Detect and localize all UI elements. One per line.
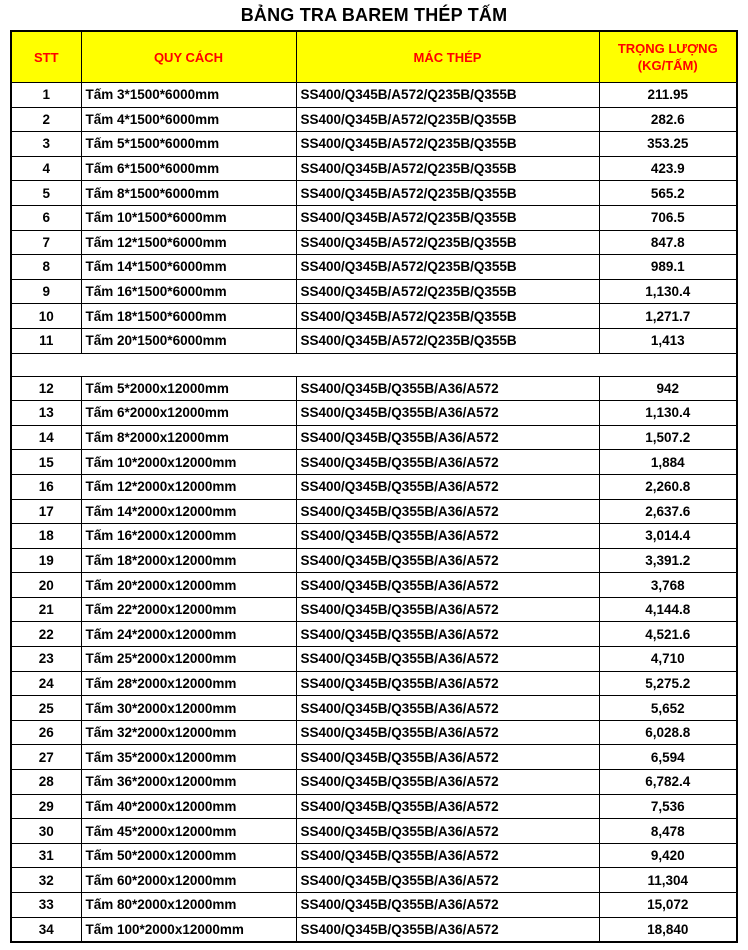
cell-stt: 14: [11, 425, 81, 450]
table-row: [11, 573, 737, 598]
table-header-row: [11, 31, 737, 83]
cell-mac-thep: SS400/Q345B/A572/Q235B/Q355B: [296, 328, 599, 353]
cell-quy-cach: Tấm 6*1500*6000mm: [81, 156, 296, 181]
cell-quy-cach: Tấm 4*1500*6000mm: [81, 107, 296, 132]
separator-cell: [11, 353, 737, 376]
cell-trong-luong: 18,840: [599, 917, 737, 942]
table-row: [11, 376, 737, 401]
cell-quy-cach: Tấm 20*1500*6000mm: [81, 328, 296, 353]
cell-quy-cach: Tấm 18*1500*6000mm: [81, 304, 296, 329]
header-quy-cach: QUY CÁCH: [81, 31, 296, 83]
cell-stt: 24: [11, 671, 81, 696]
cell-stt: 12: [11, 376, 81, 401]
cell-stt: 29: [11, 794, 81, 819]
cell-trong-luong: 3,391.2: [599, 548, 737, 573]
cell-trong-luong: 4,144.8: [599, 597, 737, 622]
cell-stt: 3: [11, 132, 81, 157]
cell-stt: 19: [11, 548, 81, 573]
cell-stt: 18: [11, 524, 81, 549]
cell-trong-luong: 6,028.8: [599, 720, 737, 745]
cell-quy-cach: Tấm 60*2000x12000mm: [81, 868, 296, 893]
cell-trong-luong: 8,478: [599, 819, 737, 844]
cell-mac-thep: SS400/Q345B/A572/Q235B/Q355B: [296, 255, 599, 280]
cell-mac-thep: SS400/Q345B/Q355B/A36/A572: [296, 917, 599, 942]
header-mac-thep: MÁC THÉP: [296, 31, 599, 83]
cell-mac-thep: SS400/Q345B/A572/Q235B/Q355B: [296, 230, 599, 255]
steel-plate-table: [10, 30, 738, 943]
cell-mac-thep: SS400/Q345B/Q355B/A36/A572: [296, 819, 599, 844]
table-row: [11, 794, 737, 819]
cell-quy-cach: Tấm 45*2000x12000mm: [81, 819, 296, 844]
table-row: [11, 132, 737, 157]
cell-quy-cach: Tấm 20*2000x12000mm: [81, 573, 296, 598]
cell-mac-thep: SS400/Q345B/Q355B/A36/A572: [296, 450, 599, 475]
cell-stt: 6: [11, 205, 81, 230]
cell-stt: 13: [11, 401, 81, 426]
table-row: [11, 304, 737, 329]
cell-mac-thep: SS400/Q345B/Q355B/A36/A572: [296, 524, 599, 549]
group-separator-row: [11, 353, 737, 376]
cell-quy-cach: Tấm 100*2000x12000mm: [81, 917, 296, 942]
cell-trong-luong: 1,507.2: [599, 425, 737, 450]
table-row: [11, 745, 737, 770]
cell-quy-cach: Tấm 3*1500*6000mm: [81, 83, 296, 108]
cell-trong-luong: 2,637.6: [599, 499, 737, 524]
table-row: [11, 205, 737, 230]
table-row: [11, 181, 737, 206]
cell-stt: 1: [11, 83, 81, 108]
cell-trong-luong: 7,536: [599, 794, 737, 819]
cell-mac-thep: SS400/Q345B/Q355B/A36/A572: [296, 794, 599, 819]
cell-quy-cach: Tấm 5*2000x12000mm: [81, 376, 296, 401]
cell-stt: 11: [11, 328, 81, 353]
cell-quy-cach: Tấm 25*2000x12000mm: [81, 647, 296, 672]
cell-quy-cach: Tấm 14*2000x12000mm: [81, 499, 296, 524]
cell-mac-thep: SS400/Q345B/Q355B/A36/A572: [296, 720, 599, 745]
cell-stt: 20: [11, 573, 81, 598]
cell-trong-luong: 4,710: [599, 647, 737, 672]
table-row: [11, 450, 737, 475]
table-row: [11, 425, 737, 450]
cell-quy-cach: Tấm 10*2000x12000mm: [81, 450, 296, 475]
cell-mac-thep: SS400/Q345B/Q355B/A36/A572: [296, 401, 599, 426]
table-row: [11, 255, 737, 280]
table-row: [11, 107, 737, 132]
cell-mac-thep: SS400/Q345B/Q355B/A36/A572: [296, 843, 599, 868]
cell-trong-luong: 6,594: [599, 745, 737, 770]
cell-quy-cach: Tấm 35*2000x12000mm: [81, 745, 296, 770]
cell-mac-thep: SS400/Q345B/Q355B/A36/A572: [296, 622, 599, 647]
cell-quy-cach: Tấm 32*2000x12000mm: [81, 720, 296, 745]
table-row: [11, 893, 737, 918]
cell-stt: 2: [11, 107, 81, 132]
cell-stt: 34: [11, 917, 81, 942]
table-row: [11, 328, 737, 353]
cell-stt: 26: [11, 720, 81, 745]
cell-mac-thep: SS400/Q345B/Q355B/A36/A572: [296, 376, 599, 401]
cell-trong-luong: 1,413: [599, 328, 737, 353]
cell-trong-luong: 353.25: [599, 132, 737, 157]
cell-trong-luong: 4,521.6: [599, 622, 737, 647]
page-title: BẢNG TRA BAREM THÉP TẤM: [240, 5, 508, 25]
header-trong-luong: [599, 31, 737, 83]
header-trong-luong-line1: TRỌNG LƯỢNG: [617, 41, 718, 56]
table-row: [11, 230, 737, 255]
table-row: [11, 499, 737, 524]
cell-trong-luong: 15,072: [599, 893, 737, 918]
cell-stt: 32: [11, 868, 81, 893]
cell-stt: 33: [11, 893, 81, 918]
cell-mac-thep: SS400/Q345B/Q355B/A36/A572: [296, 499, 599, 524]
table-row: [11, 622, 737, 647]
cell-mac-thep: SS400/Q345B/A572/Q235B/Q355B: [296, 304, 599, 329]
cell-quy-cach: Tấm 28*2000x12000mm: [81, 671, 296, 696]
table-row: [11, 696, 737, 721]
cell-stt: 7: [11, 230, 81, 255]
table-row: [11, 917, 737, 942]
cell-quy-cach: Tấm 30*2000x12000mm: [81, 696, 296, 721]
header-stt: STT: [11, 31, 81, 83]
cell-stt: 25: [11, 696, 81, 721]
cell-trong-luong: 706.5: [599, 205, 737, 230]
cell-stt: 10: [11, 304, 81, 329]
table-row: [11, 671, 737, 696]
cell-quy-cach: Tấm 24*2000x12000mm: [81, 622, 296, 647]
cell-stt: 5: [11, 181, 81, 206]
table-row: [11, 83, 737, 108]
cell-trong-luong: 423.9: [599, 156, 737, 181]
cell-quy-cach: Tấm 40*2000x12000mm: [81, 794, 296, 819]
cell-trong-luong: 1,130.4: [599, 401, 737, 426]
table-row: [11, 279, 737, 304]
cell-stt: 31: [11, 843, 81, 868]
table-row: [11, 819, 737, 844]
cell-mac-thep: SS400/Q345B/Q355B/A36/A572: [296, 745, 599, 770]
cell-mac-thep: SS400/Q345B/Q355B/A36/A572: [296, 597, 599, 622]
cell-quy-cach: Tấm 18*2000x12000mm: [81, 548, 296, 573]
cell-mac-thep: SS400/Q345B/A572/Q235B/Q355B: [296, 83, 599, 108]
cell-trong-luong: 211.95: [599, 83, 737, 108]
cell-stt: 21: [11, 597, 81, 622]
table-row: [11, 156, 737, 181]
cell-stt: 4: [11, 156, 81, 181]
cell-stt: 27: [11, 745, 81, 770]
cell-trong-luong: 565.2: [599, 181, 737, 206]
table-row: [11, 843, 737, 868]
cell-quy-cach: Tấm 16*1500*6000mm: [81, 279, 296, 304]
cell-mac-thep: SS400/Q345B/A572/Q235B/Q355B: [296, 181, 599, 206]
cell-trong-luong: 3,014.4: [599, 524, 737, 549]
cell-trong-luong: 847.8: [599, 230, 737, 255]
cell-quy-cach: Tấm 14*1500*6000mm: [81, 255, 296, 280]
cell-trong-luong: 11,304: [599, 868, 737, 893]
cell-mac-thep: SS400/Q345B/Q355B/A36/A572: [296, 474, 599, 499]
cell-stt: 9: [11, 279, 81, 304]
cell-mac-thep: SS400/Q345B/Q355B/A36/A572: [296, 573, 599, 598]
cell-trong-luong: 6,782.4: [599, 770, 737, 795]
table-row: [11, 770, 737, 795]
cell-mac-thep: SS400/Q345B/A572/Q235B/Q355B: [296, 205, 599, 230]
cell-quy-cach: Tấm 80*2000x12000mm: [81, 893, 296, 918]
cell-quy-cach: Tấm 10*1500*6000mm: [81, 205, 296, 230]
cell-stt: 16: [11, 474, 81, 499]
cell-trong-luong: 1,884: [599, 450, 737, 475]
cell-quy-cach: Tấm 6*2000x12000mm: [81, 401, 296, 426]
cell-quy-cach: Tấm 22*2000x12000mm: [81, 597, 296, 622]
cell-mac-thep: SS400/Q345B/Q355B/A36/A572: [296, 671, 599, 696]
table-row: [11, 720, 737, 745]
cell-quy-cach: Tấm 8*1500*6000mm: [81, 181, 296, 206]
table-row: [11, 524, 737, 549]
cell-trong-luong: 3,768: [599, 573, 737, 598]
cell-mac-thep: SS400/Q345B/A572/Q235B/Q355B: [296, 156, 599, 181]
cell-stt: 22: [11, 622, 81, 647]
cell-mac-thep: SS400/Q345B/Q355B/A36/A572: [296, 868, 599, 893]
cell-mac-thep: SS400/Q345B/Q355B/A36/A572: [296, 893, 599, 918]
cell-trong-luong: 989.1: [599, 255, 737, 280]
cell-stt: 23: [11, 647, 81, 672]
cell-mac-thep: SS400/Q345B/Q355B/A36/A572: [296, 770, 599, 795]
table-row: [11, 597, 737, 622]
table-row: [11, 548, 737, 573]
cell-quy-cach: Tấm 16*2000x12000mm: [81, 524, 296, 549]
cell-mac-thep: SS400/Q345B/A572/Q235B/Q355B: [296, 279, 599, 304]
cell-quy-cach: Tấm 12*1500*6000mm: [81, 230, 296, 255]
cell-trong-luong: 5,275.2: [599, 671, 737, 696]
cell-trong-luong: 942: [599, 376, 737, 401]
cell-stt: 8: [11, 255, 81, 280]
cell-mac-thep: SS400/Q345B/Q355B/A36/A572: [296, 548, 599, 573]
cell-stt: 17: [11, 499, 81, 524]
cell-trong-luong: 2,260.8: [599, 474, 737, 499]
cell-stt: 15: [11, 450, 81, 475]
cell-mac-thep: SS400/Q345B/Q355B/A36/A572: [296, 425, 599, 450]
cell-quy-cach: Tấm 36*2000x12000mm: [81, 770, 296, 795]
cell-trong-luong: 1,130.4: [599, 279, 737, 304]
table-row: [11, 868, 737, 893]
cell-trong-luong: 9,420: [599, 843, 737, 868]
table-row: [11, 401, 737, 426]
cell-stt: 30: [11, 819, 81, 844]
cell-quy-cach: Tấm 50*2000x12000mm: [81, 843, 296, 868]
table-body: [11, 83, 737, 943]
cell-quy-cach: Tấm 8*2000x12000mm: [81, 425, 296, 450]
cell-trong-luong: 282.6: [599, 107, 737, 132]
cell-quy-cach: Tấm 5*1500*6000mm: [81, 132, 296, 157]
cell-mac-thep: SS400/Q345B/A572/Q235B/Q355B: [296, 107, 599, 132]
cell-trong-luong: 5,652: [599, 696, 737, 721]
cell-mac-thep: SS400/Q345B/Q355B/A36/A572: [296, 696, 599, 721]
table-row: [11, 474, 737, 499]
header-trong-luong-line2: (KG/TẤM): [637, 58, 698, 73]
cell-mac-thep: SS400/Q345B/A572/Q235B/Q355B: [296, 132, 599, 157]
cell-quy-cach: Tấm 12*2000x12000mm: [81, 474, 296, 499]
cell-stt: 28: [11, 770, 81, 795]
cell-trong-luong: 1,271.7: [599, 304, 737, 329]
cell-mac-thep: SS400/Q345B/Q355B/A36/A572: [296, 647, 599, 672]
table-row: [11, 647, 737, 672]
